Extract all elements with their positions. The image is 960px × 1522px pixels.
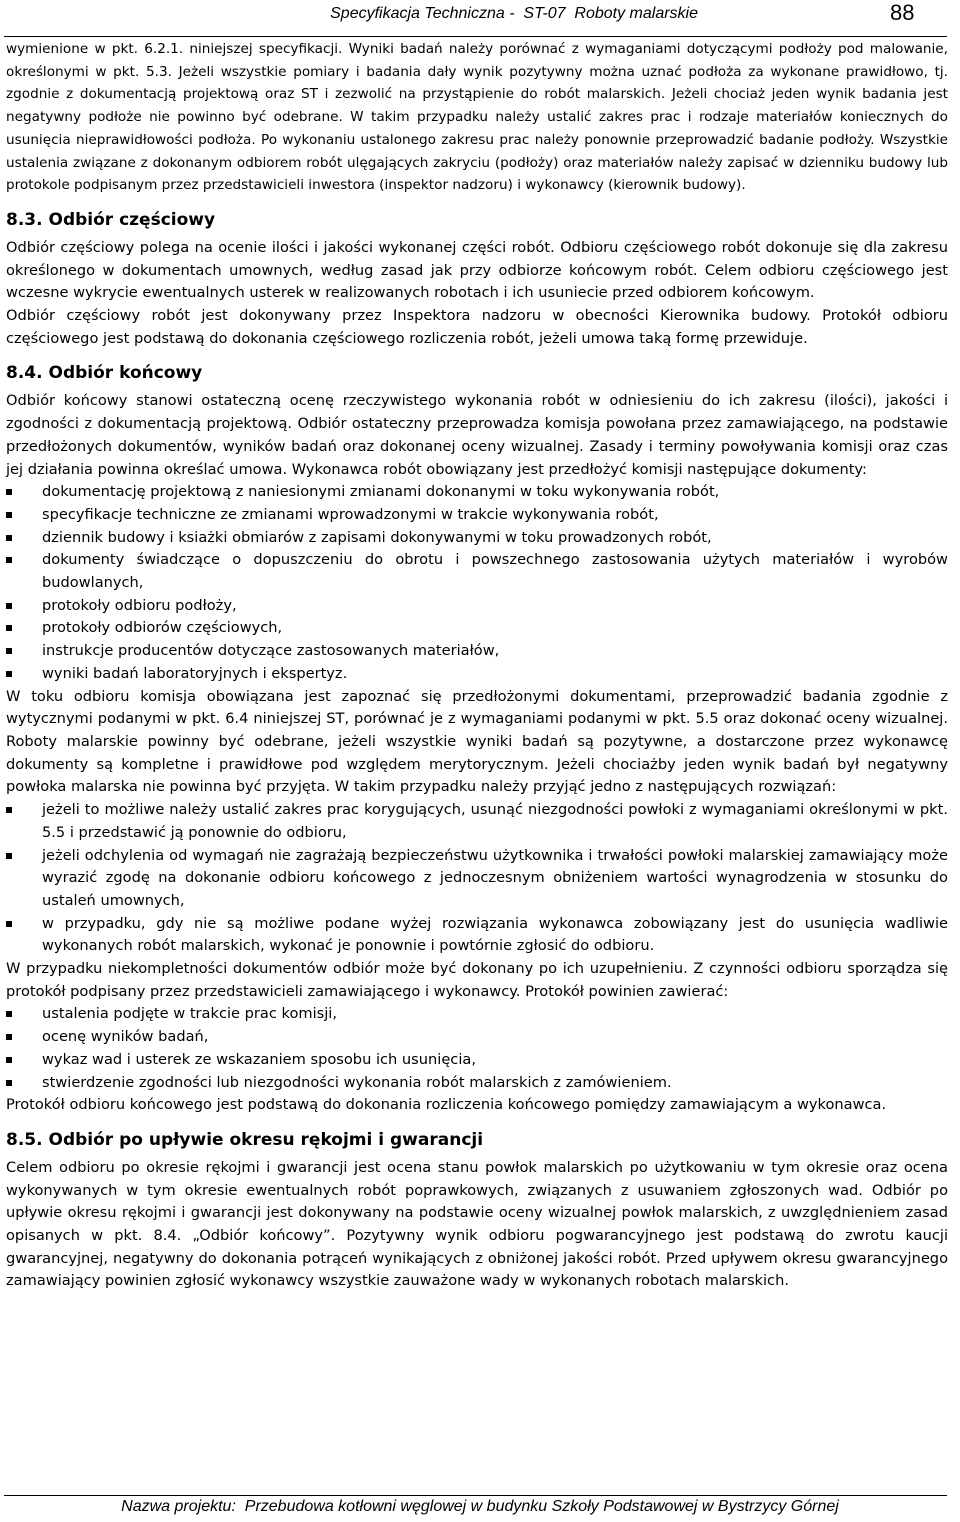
document-title: Specyfikacja Techniczna - ST-07 Roboty malarskie	[330, 5, 698, 22]
section-8-4-paragraph-3: W przypadku niekompletności dokumentów odbiór może być dokonany po ich uzupełnieniu. Z czynności odbioru sporządza się protokół podpisany przez przedstawicieli zamawiającego i wykonawcy. Protokół powinien zawierać:	[6, 960, 948, 1000]
page-content	[6, 38, 948, 1293]
bullet-square-icon	[6, 489, 12, 495]
list-item: specyfikacje techniczne ze zmianami wprowadzonymi w trakcie wykonywania robót,	[6, 504, 948, 527]
bullet-square-icon	[6, 512, 12, 518]
footer-divider	[4, 1495, 947, 1496]
bullet-square-icon	[6, 921, 12, 927]
intro-paragraph: wymienione w pkt. 6.2.1. niniejszej specyfikacji. Wyniki badań należy porównać z wymaganiami dotyczącymi podłoży pod malowanie, określonymi w pkt. 5.3. Jeżeli wszystkie pomiary i badania dały wynik pozytywny można uznać podłoża za wykonane prawidłowo, tj. zgodnie z dokumentacją projektową oraz ST i zezwolić na przystąpienie do robót malarskich. Jeżeli chociaż jeden wynik badania jest negatywny podłoże nie powinno być odebrane. W takim przypadku należy ustalić zakres prac i rodzaje materiałów koniecznych do usunięcia nieprawidłowości podłoża. Po wykonaniu ustalonego zakresu prac należy ponownie przeprowadzić badanie podłoży. Wszystkie ustalenia związane z dokonanym odbiorem robót ulęgających zakryciu (podłoży) oraz materiałów należy zapisać w dzienniku budowy lub protokole podpisanym przez przedstawicieli inwestora (inspektor nadzoru) i wykonawcy (kierownik budowy).	[6, 41, 948, 194]
header-divider	[4, 36, 947, 37]
list-item: ustalenia podjęte w trakcie prac komisji,	[6, 1003, 948, 1026]
section-8-3-paragraph-1: Odbiór częściowy polega na ocenie ilości i jakości wykonanej części robót. Odbioru częściowego robót dokonuje się dla zakresu określonego w dokumentach umownych, według zasad jak przy odbiorze końcowym robót. Celem odbioru częściowego jest wczesne wykrycie ewentualnych usterek w realizowanych robotach i ich usuniecie przed odbiorem końcowym.	[6, 238, 948, 302]
bullet-square-icon	[6, 648, 12, 654]
page-footer: Nazwa projektu: Przebudowa kotłowni węglowej w budynku Szkoły Podstawowej w Bystrzycy Górnej	[121, 1498, 839, 1515]
list-item: dokumentację projektową z naniesionymi zmianami dokonanymi w toku wykonywania robót,	[6, 481, 948, 504]
bullet-square-icon	[6, 603, 12, 609]
bullet-square-icon	[6, 807, 12, 813]
documents-list	[6, 481, 948, 685]
list-item: protokoły odbioru podłoży,	[6, 595, 948, 618]
solutions-list	[6, 799, 948, 958]
list-item: wykaz wad i usterek ze wskazaniem sposobu ich usunięcia,	[6, 1049, 948, 1072]
page-header	[0, 0, 960, 40]
bullet-square-icon	[6, 1057, 12, 1063]
bullet-square-icon	[6, 557, 12, 563]
list-item: jeżeli to możliwe należy ustalić zakres prac korygujących, usunąć niezgodności powłoki z wymaganiami określonymi w pkt. 5.5 i przedstawić ją ponownie do odbioru,	[6, 799, 948, 844]
section-8-3-paragraph-2: Odbiór częściowy robót jest dokonywany przez Inspektora nadzoru w obecności Kierownika budowy. Protokół odbioru częściowego jest podstawą do dokonania częściowego rozliczenia robót, jeżeli umowa taką formę przewiduje.	[6, 307, 948, 347]
section-8-4-paragraph-1: Odbiór końcowy stanowi ostateczną ocenę rzeczywistego wykonania robót w odniesieniu do ich zakresu (ilości), jakości i zgodności z dokumentacją projektową. Odbiór ostateczny przeprowadza komisja powołana przez zamawiającego, na podstawie przedłożonych dokumentów, wyników badań oraz dokonanej oceny wizualnej. Zasady i terminy powoływania komisji oraz czas jej działania powinna określać umowa. Wykonawca robót obowiązany jest przedłożyć komisji następujące dokumenty:	[6, 392, 948, 478]
list-item: w przypadku, gdy nie są możliwe podane wyżej rozwiązania wykonawca zobowiązany jest do usunięcia wadliwie wykonanych robót malarskich, wykonać je ponownie i powtórnie zgłosić do odbioru.	[6, 913, 948, 958]
section-8-4-paragraph-2: W toku odbioru komisja obowiązana jest zapoznać się przedłożonymi dokumentami, przeprowadzić badania zgodnie z wytycznymi podanymi w pkt. 6.4 niniejszej ST, porównać je z wymaganiami podanymi w pkt. 5.5 oraz dokonać oceny wizualnej. Roboty malarskie powinny być odebrane, jeżeli wszystkie wyniki badań są pozytywne, a dostarczone przez wykonawcę dokumenty są kompletne i prawidłowe pod względem merytorycznym. Jeżeli chociażby jeden wynik badań był negatywny powłoka malarska nie powinna być przyjęta. W takim przypadku należy przyjąć jedno z następujących rozwiązań:	[6, 687, 948, 796]
list-item: stwierdzenie zgodności lub niezgodności wykonania robót malarskich z zamówieniem.	[6, 1072, 948, 1095]
list-item: wyniki badań laboratoryjnych i ekspertyz.	[6, 663, 948, 686]
section-8-5-heading: 8.5. Odbiór po upływie okresu rękojmi i gwarancji	[6, 1129, 484, 1150]
list-item: jeżeli odchylenia od wymagań nie zagrażają bezpieczeństwu użytkownika i trwałości powłoki malarskiej zamawiający może wyrazić zgodę na dokonanie odbioru końcowego z jednoczesnym obniżeniem wartości wynagrodzenia w stosunku do ustaleń umownych,	[6, 845, 948, 913]
bullet-square-icon	[6, 1011, 12, 1017]
list-item: instrukcje producentów dotyczące zastosowanych materiałów,	[6, 640, 948, 663]
page-number: 88	[890, 0, 915, 25]
bullet-square-icon	[6, 853, 12, 859]
section-8-4-heading: 8.4. Odbiór końcowy	[6, 363, 203, 384]
section-8-4-paragraph-4: Protokół odbioru końcowego jest podstawą do dokonania rozliczenia końcowego pomiędzy zamawiającym a wykonawca.	[6, 1096, 887, 1114]
bullet-square-icon	[6, 535, 12, 541]
list-item: dziennik budowy i ksiażki obmiarów z zapisami dokonywanymi w toku prowadzonych robót,	[6, 527, 948, 550]
bullet-square-icon	[6, 625, 12, 631]
list-item: ocenę wyników badań,	[6, 1026, 948, 1049]
protocol-list	[6, 1003, 948, 1094]
section-8-3-heading: 8.3. Odbiór częściowy	[6, 209, 216, 230]
bullet-square-icon	[6, 1080, 12, 1086]
section-8-5-paragraph: Celem odbioru po okresie rękojmi i gwarancji jest ocena stanu powłok malarskich po użytkowaniu w tym okresie oraz ocena wykonywanych w tym okresie ewentualnych robót poprawkowych, związanych z usuwaniem zgłoszonych wad. Odbiór po upływie okresu rękojmi i gwarancji jest dokonywany na podstawie oceny wizualnej powłok malarskich, z uwzględnieniem zasad opisanych w pkt. 8.4. „Odbiór końcowy”. Pozytywny wynik odbioru pogwarancyjnego jest podstawą do zwrotu kaucji gwarancyjnej, negatywny do dokonania potrąceń wynikających z obniżonej jakości robót. Przed upływem okresu gwarancyjnego zamawiający powinien zgłosić wykonawcy wszystkie zauważone wady w wykonanych robotach malarskich.	[6, 1158, 948, 1290]
bullet-square-icon	[6, 1034, 12, 1040]
list-item: protokoły odbiorów częściowych,	[6, 617, 948, 640]
bullet-square-icon	[6, 671, 12, 677]
list-item: dokumenty świadczące o dopuszczeniu do obrotu i powszechnego zastosowania użytych materiałów i wyrobów budowlanych,	[6, 549, 948, 594]
